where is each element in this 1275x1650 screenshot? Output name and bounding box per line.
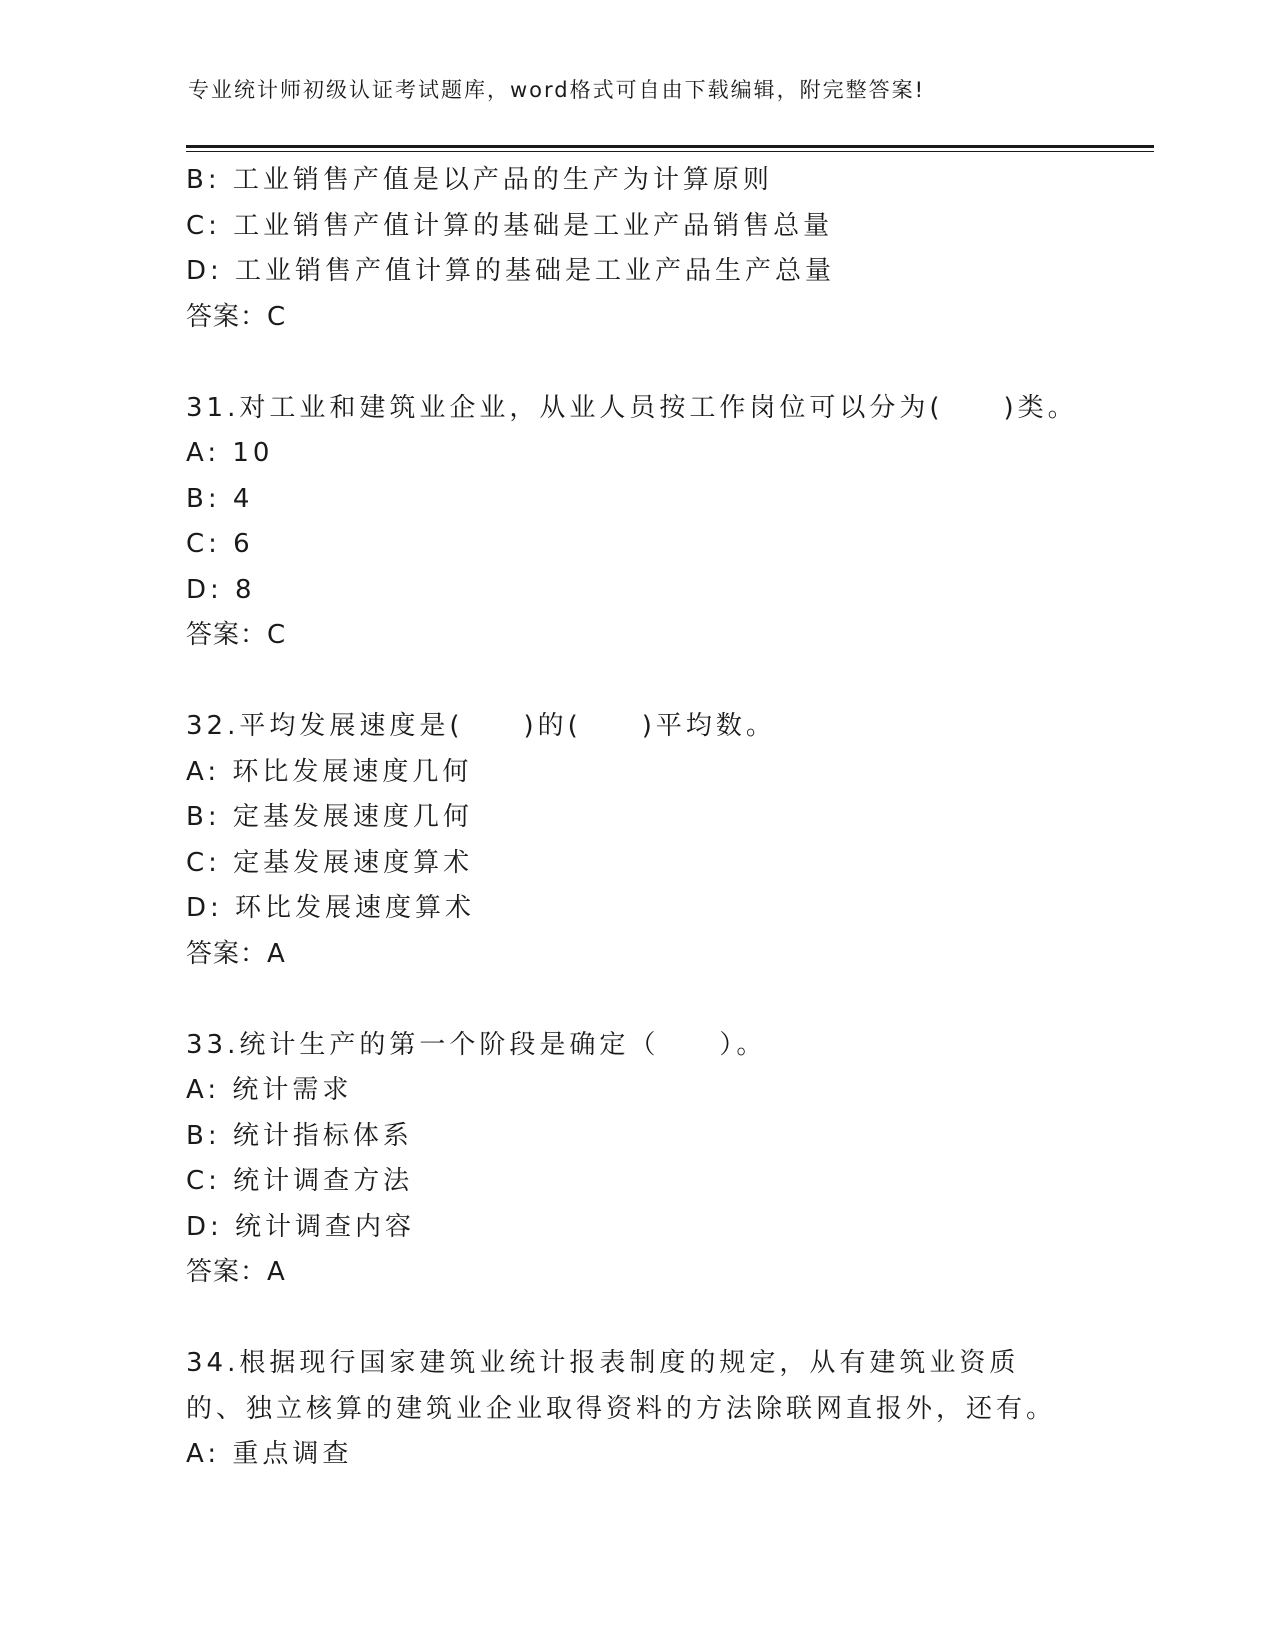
answer-line: 答案：A bbox=[186, 1257, 286, 1287]
option-d: D: 工业销售产值计算的基础是工业产品生产总量 bbox=[186, 256, 836, 286]
option-d: D: 8 bbox=[186, 574, 256, 605]
question-block-32 bbox=[186, 704, 1086, 977]
question-block-30 bbox=[186, 158, 1086, 340]
option-b: B: 统计指标体系 bbox=[186, 1120, 413, 1151]
option-a: A: 环比发展速度几何 bbox=[186, 756, 473, 787]
option-a: A: 统计需求 bbox=[186, 1075, 353, 1105]
option-b: B: 定基发展速度几何 bbox=[186, 802, 473, 832]
option-c: C: 6 bbox=[186, 529, 254, 559]
option-c: C: 工业销售产值计算的基础是工业产品销售总量 bbox=[186, 210, 834, 241]
option-d: D: 环比发展速度算术 bbox=[186, 893, 476, 923]
question-stem: 33.统计生产的第一个阶段是确定（ ）。 bbox=[186, 1029, 767, 1060]
question-block-31 bbox=[186, 386, 1086, 659]
option-b: B: 工业销售产值是以产品的生产为计算原则 bbox=[186, 165, 773, 195]
header-rule-thin bbox=[186, 151, 1154, 152]
question-stem: 31.对工业和建筑业企业，从业人员按工作岗位可以分为( )类。 bbox=[186, 392, 1078, 423]
option-a: A: 重点调查 bbox=[186, 1439, 353, 1469]
question-stem: 34.根据现行国家建筑业统计报表制度的规定，从有建筑业资质的、独立核算的建筑业企业取得资料的方法除联网直报外，还有。 bbox=[186, 1348, 1057, 1424]
question-list bbox=[186, 158, 1086, 1478]
spacer bbox=[186, 659, 1086, 705]
option-b: B: 4 bbox=[186, 483, 254, 514]
option-c: C: 统计调查方法 bbox=[186, 1166, 414, 1196]
spacer bbox=[186, 977, 1086, 1023]
spacer bbox=[186, 1296, 1086, 1342]
answer-line: 答案：C bbox=[186, 620, 287, 650]
spacer bbox=[186, 340, 1086, 386]
question-stem: 32.平均发展速度是( )的( )平均数。 bbox=[186, 711, 776, 741]
option-d: D: 统计调查内容 bbox=[186, 1211, 416, 1242]
header-rule-thick bbox=[186, 145, 1154, 148]
question-block-33 bbox=[186, 1023, 1086, 1296]
question-block-34 bbox=[186, 1341, 1086, 1478]
option-c: C: 定基发展速度算术 bbox=[186, 847, 474, 878]
answer-line: 答案：C bbox=[186, 301, 287, 332]
answer-line: 答案：A bbox=[186, 938, 286, 969]
option-a: A: 10 bbox=[186, 438, 274, 468]
page-header: 专业统计师初级认证考试题库，word格式可自由下载编辑，附完整答案! bbox=[188, 78, 926, 102]
